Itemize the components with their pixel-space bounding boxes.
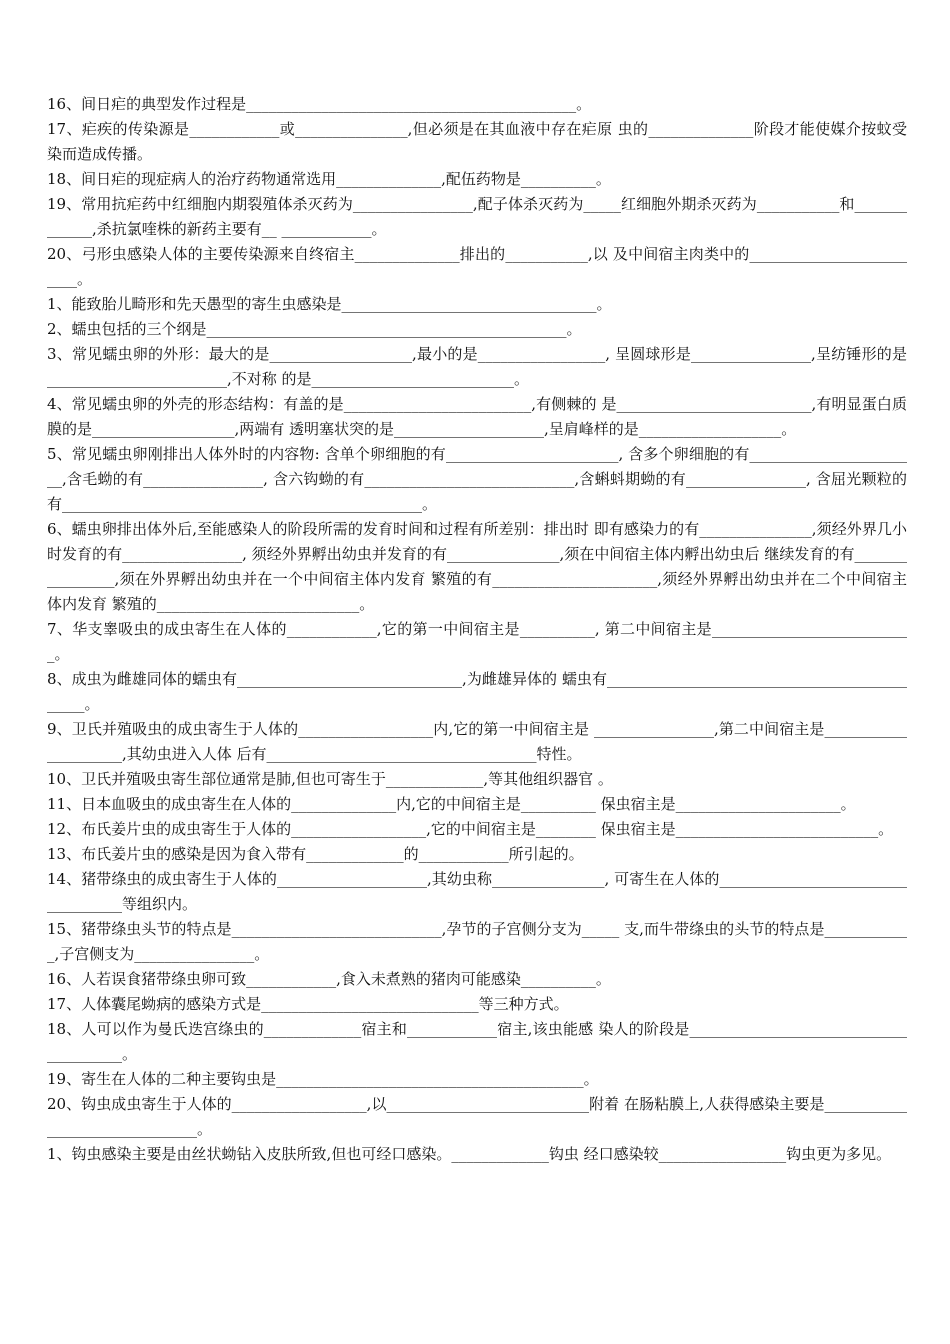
worksheet-body xyxy=(47,92,907,1167)
question-6-egg-development: 6、蠕虫卵排出体外后,至能感染人的阶段所需的发育时间和过程有所差别：排出时 即有感染力的有_______________,须经外界几小时发育的有________________, 须经外界孵出幼虫并发育的有_______________,须在中间宿主体内孵出幼虫后 继续发育的有________________,须在外界孵出幼虫并在一个中间宿主体内发育 繁殖的有______________________,须经外界孵出幼虫并在二个中间宿主体内发育 繁殖的___________________________。 xyxy=(47,520,907,613)
question-10-paragonimus-sites: 10、卫氏并殖吸虫寄生部位通常是肺,但也可寄生于_____________,等其他组织器官 。 xyxy=(47,770,613,788)
question-3-egg-shapes: 3、常见蠕虫卵的外形：最大的是___________________,最小的是_________________, 呈圆球形是________________,呈纺锤形的是________________________,不对称 的是___________________________。 xyxy=(47,345,907,388)
question-1-hookworm-oral: 1、钩虫感染主要是由丝状蚴钻入皮肤所致,但也可经口感染。_____________钩虫 经口感染较_________________钩虫更为多见。 xyxy=(47,1145,892,1163)
question-7-clonorchis: 7、华支睾吸虫的成虫寄生在人体的____________,它的第一中间宿主是__________, 第二中间宿主是___________________________。 xyxy=(47,620,907,663)
question-19-antimalarial-drugs: 19、常用抗疟药中红细胞内期裂殖体杀灭药为________________,配子体杀灭药为_____红细胞外期杀灭药为___________和_____________,杀抗氯喹株的新药主要有__ ____________。 xyxy=(47,195,907,238)
question-11-schistosoma: 11、日本血吸虫的成虫寄生在人体的______________内,它的中间宿主是__________ 保虫宿主是______________________。 xyxy=(47,795,856,813)
question-2-helminth-classes: 2、蠕虫包括的三个纲是________________________________________________。 xyxy=(47,320,582,338)
question-18-spirometra: 18、人可以作为曼氏迭宫绦虫的_____________宿主和____________宿主,该虫能感 染人的阶段是_______________________________________。 xyxy=(47,1020,907,1063)
question-12-fasciolopsis: 12、布氏姜片虫的成虫寄生于人体的__________________,它的中间宿主是________ 保虫宿主是___________________________。 xyxy=(47,820,894,838)
question-9-paragonimus: 9、卫氏并殖吸虫的成虫寄生于人体的__________________内,它的第一中间宿主是 ________________,第二中间宿主是_____________________,其幼虫进入人体 后有____________________________________特性。 xyxy=(47,720,907,763)
question-14-taenia-solium: 14、猪带绦虫的成虫寄生于人体的____________________,其幼虫称_______________, 可寄生在人体的___________________________________等组织内。 xyxy=(47,870,907,913)
question-20-toxoplasma-source: 20、弓形虫感染人体的主要传染源来自终宿主______________排出的___________,以 及中间宿主肉类中的_________________________。 xyxy=(47,245,907,288)
question-8-hermaphrodite-worms: 8、成虫为雌雄同体的蠕虫有______________________________,为雌雄异体的 蠕虫有_____________________________________________。 xyxy=(47,670,907,713)
question-5-egg-contents: 5、常见蠕虫卵刚排出人体外时的内容物: 含单个卵细胞的有_______________________, 含多个卵细胞的有_______________________,含毛蚴的有________________, 含六钩蚴的有____________________________,含蝌蚪期蚴的有________________, 含屈光颗粒的有________________________________________________。 xyxy=(47,445,907,513)
question-18-vivax-treatment: 18、间日疟的现症病人的治疗药物通常选用______________,配伍药物是__________。 xyxy=(47,170,611,188)
question-15-scolex-features: 15、猪带绦虫头节的特点是____________________________,孕节的子宫侧分支为_____ 支,而牛带绦虫的头节的特点是____________,子宫侧支为________________。 xyxy=(47,920,907,963)
question-16-malaria-attack: 16、间日疟的典型发作过程是____________________________________________。 xyxy=(47,95,592,113)
question-20-hookworm-adult: 20、钩虫成虫寄生于人体的__________________,以___________________________附着 在肠粘膜上,人获得感染主要是_______________________________。 xyxy=(47,1095,907,1138)
question-19-hookworms: 19、寄生在人体的二种主要钩虫是_________________________________________。 xyxy=(47,1070,599,1088)
question-13-fasciolopsis-infection: 13、布氏姜片虫的感染是因为食入带有_____________的____________所引起的。 xyxy=(47,845,584,863)
question-17-cysticercosis: 17、人体囊尾蚴病的感染方式是_____________________________等三种方式。 xyxy=(47,995,569,1013)
question-4-eggshell-structure: 4、常见蠕虫卵的外壳的形态结构：有盖的是_________________________,有侧棘的 是__________________________,有明显蛋白质膜的是___________________,两端有 透明塞状突的是____________________,呈肩峰样的是___________________。 xyxy=(47,395,907,438)
question-16-taenia-eggs: 16、人若误食猪带绦虫卵可致____________,食入未煮熟的猪肉可能感染__________。 xyxy=(47,970,611,988)
question-1-fetal-infection: 1、能致胎儿畸形和先天愚型的寄生虫感染是__________________________________。 xyxy=(47,295,612,313)
question-17-malaria-source: 17、疟疾的传染源是____________或_______________,但必须是在其血液中存在疟原 虫的______________阶段才能使媒介按蚊受染而造成传播。 xyxy=(47,120,907,163)
